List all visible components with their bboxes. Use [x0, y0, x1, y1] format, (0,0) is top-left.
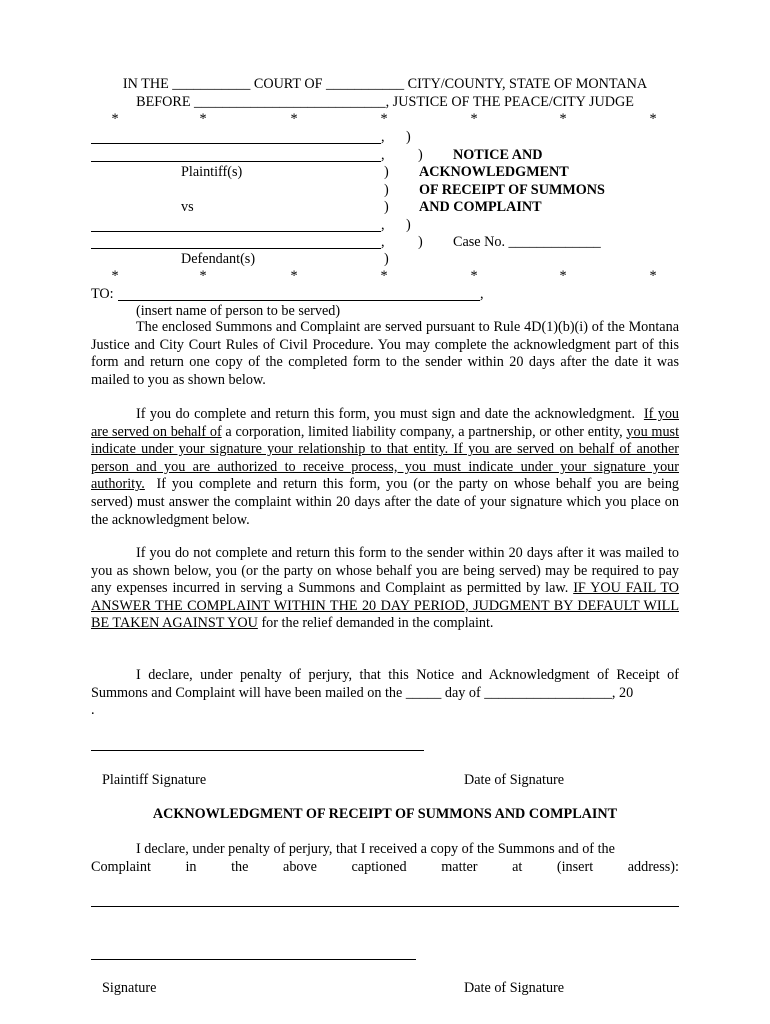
p3-part-a: If you do not complete and return this form to the sender within 20 days after it was mailed to you as shown below, you (or the party on whose behalf you are being served) may be required to pay any expenses incurred in serving a Summons and Complaint as permitted by law.	[91, 545, 679, 597]
paragraph-default-warning	[91, 545, 679, 633]
star: *	[649, 111, 657, 127]
recipient-signature-line	[91, 959, 416, 960]
ack-word: Complaint	[91, 858, 151, 875]
defendant-name-line-2	[91, 248, 381, 249]
p2-underline-2: you must indicate under your signature your relationship to that entity. If you are served on behalf of another person and you are authorized to receive process, you must indicate under your signature your authority.	[91, 423, 680, 493]
court-header-line2: BEFORE ___________________________, JUSTICE OF THE PEACE/CITY JUDGE	[136, 94, 634, 110]
paragraph-4-text: I declare, under penalty of perjury, that this Notice and Acknowledgment of Receipt of Summons and Complaint will have been mailed on the _____ day of __________________, 20	[91, 667, 679, 701]
ack-word: the	[231, 858, 249, 875]
ack-body-line-2	[91, 859, 679, 877]
p3-underline: IF YOU FAIL TO ANSWER THE COMPLAINT WITHIN THE 20 DAY PERIOD, JUDGMENT BY DEFAULT WILL BE TAKEN AGAINST YOU	[91, 580, 680, 632]
acknowledgment-body	[91, 841, 679, 876]
comma: ,	[480, 286, 484, 302]
star: *	[380, 111, 388, 127]
to-label: TO:	[91, 286, 114, 302]
paragraph-mailing-declaration	[91, 667, 679, 720]
comma: ,	[381, 217, 385, 233]
star: *	[470, 111, 478, 127]
recipient-date-label: Date of Signature	[464, 980, 565, 996]
star: *	[199, 268, 207, 284]
form-title-line-2: ACKNOWLEDGMENT	[419, 164, 569, 180]
ack-word: matter	[441, 858, 478, 875]
plaintiff-label: Plaintiff(s)	[181, 164, 243, 180]
ack-word: in	[185, 858, 197, 875]
court-header-line1: IN THE ___________ COURT OF ___________ CITY/COUNTY, STATE OF MONTANA	[122, 76, 648, 92]
plaintiff-name-line-2	[91, 161, 381, 162]
paragraph-1-text: The enclosed Summons and Complaint are served pursuant to Rule 4D(1)(b)(i) of the Montana Justice and City Court Rules of Civil Procedure. You may complete the acknowledgment part of this form and return one copy of the completed form to the sender within 20 days after the date it was mailed to you as shown below.	[91, 319, 679, 388]
form-title-line-4: AND COMPLAINT	[419, 199, 542, 215]
star: *	[290, 111, 298, 127]
p2-part-b: a corporation, limited liability company, a partnership, or other entity,	[225, 423, 623, 440]
paragraph-4-tail: .	[91, 702, 95, 719]
star: *	[559, 111, 567, 127]
acknowledgment-heading: ACKNOWLEDGMENT OF RECEIPT OF SUMMONS AND COMPLAINT	[152, 806, 618, 822]
p2-part-a: If you do complete and return this form, you must sign and date the acknowledgment.	[136, 406, 636, 422]
paren: )	[384, 164, 389, 180]
comma: ,	[381, 147, 385, 163]
star: *	[111, 268, 119, 284]
ack-word: (insert	[556, 858, 594, 875]
star: *	[649, 268, 657, 284]
plaintiff-signature-label: Plaintiff Signature	[102, 772, 207, 788]
star: *	[380, 268, 388, 284]
defendant-name-line-1	[91, 231, 381, 232]
ack-word: at	[512, 858, 523, 875]
form-title-line-1: NOTICE AND	[453, 147, 543, 163]
p3-part-b: for the relief demanded in the complaint.	[261, 615, 494, 632]
star: *	[111, 111, 119, 127]
form-title-line-3: OF RECEIPT OF SUMMONS	[419, 182, 605, 198]
comma: ,	[381, 129, 385, 145]
paragraph-acknowledgment-instructions	[91, 406, 679, 529]
address-line	[91, 906, 679, 907]
paragraph-3-text	[91, 545, 679, 633]
paragraph-2-text	[91, 406, 679, 529]
paren: )	[418, 234, 423, 250]
defendant-label: Defendant(s)	[181, 251, 256, 267]
vs-label: vs	[181, 199, 194, 215]
star: *	[559, 268, 567, 284]
paren: )	[384, 182, 389, 198]
p2-underline-1: If you are served on behalf of	[91, 406, 680, 440]
to-hint: (insert name of person to be served)	[136, 303, 341, 319]
paren: )	[384, 251, 389, 267]
comma: ,	[381, 234, 385, 250]
ack-word: above	[283, 858, 317, 875]
plaintiff-signature-line	[91, 750, 424, 751]
star: *	[470, 268, 478, 284]
paragraph-service-notice	[91, 319, 679, 389]
case-number: Case No. _____________	[453, 234, 601, 250]
p2-part-c: If you complete and return this form, you (or the party on whose behalf you are being served) must answer the complaint within 20 days after the date of your signature which you place on the acknowledgment below.	[91, 476, 680, 528]
paren: )	[384, 199, 389, 215]
star: *	[290, 268, 298, 284]
paren: )	[406, 129, 411, 145]
to-name-line	[118, 300, 480, 301]
paren: )	[406, 217, 411, 233]
plaintiff-name-line-1	[91, 143, 381, 144]
star: *	[199, 111, 207, 127]
recipient-signature-label: Signature	[102, 980, 157, 996]
ack-word: captioned	[351, 858, 407, 875]
ack-word: address):	[627, 858, 679, 875]
ack-body-line-1: I declare, under penalty of perjury, that I received a copy of the Summons and of the	[136, 841, 615, 857]
plaintiff-date-label: Date of Signature	[464, 772, 565, 788]
paren: )	[418, 147, 423, 163]
